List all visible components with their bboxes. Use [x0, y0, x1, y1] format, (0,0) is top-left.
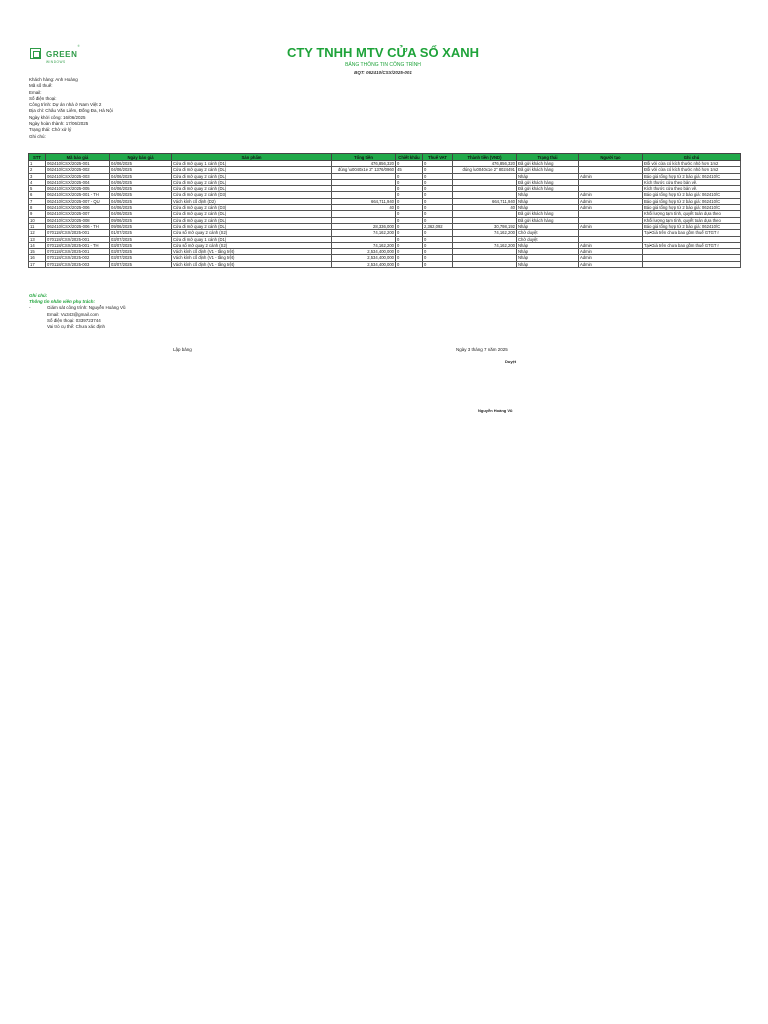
table-cell: 09/06/2025 — [110, 223, 172, 229]
table-cell: Nháp — [517, 192, 579, 198]
table-cell: 0 — [423, 261, 453, 267]
table-cell: 74,162,200 — [453, 230, 517, 236]
table-cell: 0 — [396, 186, 423, 192]
table-row — [29, 261, 741, 267]
staff-email: Email: Vu343@gmail.com — [47, 311, 99, 317]
table-cell: Nháp — [517, 173, 579, 179]
table-cell: Nháp — [517, 242, 579, 248]
table-cell: Báo giá tổng hợp từ 2 báo giá: 062410/C — [643, 173, 741, 179]
table-cell: 070118/CSX/2025-001 — [46, 230, 110, 236]
approved-by-label: Duyệt — [505, 359, 517, 364]
table-cell: 0 — [423, 205, 453, 211]
table-cell: 0 — [423, 217, 453, 223]
table-cell: Tại•Giá trên chưa bao gồm thuế GTGT r — [643, 242, 741, 248]
table-cell: 03/07/2025 — [110, 242, 172, 248]
table-cell: Cửa đi mở quay 2 cánh (D3) — [172, 205, 332, 211]
table-cell: Đã gửi khách hàng — [517, 186, 579, 192]
notes-title: Ghi chú: — [29, 293, 48, 298]
table-cell: 0 — [396, 205, 423, 211]
table-cell: 7 — [29, 198, 46, 204]
table-cell: Nháp — [517, 255, 579, 261]
table-cell: 0 — [423, 192, 453, 198]
table-cell: 476,856,320 — [332, 161, 396, 167]
table-cell: Khối lượng tạm tính, quyết toán dựa theo — [643, 217, 741, 223]
table-cell: 0 — [423, 230, 453, 236]
table-cell: Vách kính cố định (V1 - tầng trệt) — [172, 261, 332, 267]
table-cell: Admin — [579, 198, 643, 204]
column-header: Người tạo — [579, 154, 643, 161]
table-cell: Báo giá tổng hợp từ 2 báo giá: 062410/C — [643, 192, 741, 198]
table-cell: 0 — [423, 179, 453, 185]
table-cell: Nháp — [517, 205, 579, 211]
table-cell: Cửa đi mở quay 1 cánh (D1) — [172, 161, 332, 167]
table-cell: 062410/CSX/2025-007 — [46, 211, 110, 217]
table-cell: 04/06/2025 — [110, 173, 172, 179]
table-cell: 13 — [29, 236, 46, 242]
table-cell: 062410/CSX/2025-006 — [46, 205, 110, 211]
table-cell: 0 — [396, 179, 423, 185]
table-cell: 4 — [29, 179, 46, 185]
table-cell: 45 — [396, 167, 423, 173]
table-cell: Cửa đi mở quay 2 cánh (DL) — [172, 217, 332, 223]
table-cell: đúng \u0040x1e 2" 1376/0960 — [332, 167, 396, 173]
logo-registered-mark: ® — [77, 44, 80, 48]
staff-phone: Số điện thoại: 0339723744 — [47, 317, 101, 323]
staff-role: Vai trò cụ thể: Chưa xác định — [47, 324, 105, 330]
table-cell: 070118/CSX/2025-002 — [46, 255, 110, 261]
table-cell: 30,798,192 — [453, 223, 517, 229]
table-cell: 14 — [29, 242, 46, 248]
info-phone: Số điện thoại: — [29, 95, 57, 101]
table-cell: 5 — [29, 186, 46, 192]
table-cell: Chờ duyệt — [517, 236, 579, 242]
project-info — [29, 77, 113, 140]
info-tax-code: Mã số thuế: — [29, 83, 53, 89]
table-cell: 17 — [29, 261, 46, 267]
table-cell: 2 — [29, 167, 46, 173]
info-end-date: Ngày hoàn thành: 17/06/2025 — [29, 121, 89, 127]
table-cell: 0 — [396, 198, 423, 204]
table-cell: 6 — [29, 192, 46, 198]
table-cell: 1 — [29, 161, 46, 167]
table-cell: 28,336,000 — [332, 223, 396, 229]
table-cell: 062410/CSX/2025-008 — [46, 217, 110, 223]
column-header: Ngày báo giá — [110, 154, 172, 161]
table-cell: 8 — [29, 205, 46, 211]
table-cell — [453, 261, 517, 267]
table-cell: 070118/CSX/2025-001 — [46, 236, 110, 242]
table-cell: 062410/CSX/2025-004 — [46, 179, 110, 185]
table-cell: 0 — [396, 255, 423, 261]
company-name: CTY TNHH MTV CỬA SỔ XANH — [286, 45, 480, 60]
table-cell — [643, 261, 741, 267]
table-cell: Vách kính cố định (V1 - tầng trệt) — [172, 255, 332, 261]
company-logo — [30, 45, 80, 64]
column-header: STT — [29, 154, 46, 161]
table-cell: 2,534,400,000 — [332, 255, 396, 261]
table-cell: Báo giá tổng hợp từ 2 báo giá: 062410/C — [643, 223, 741, 229]
table-cell: 2,534,400,000 — [332, 249, 396, 255]
table-cell: Admin — [579, 173, 643, 179]
table-cell: Cửa đi mở quay 2 cánh (DL) — [172, 211, 332, 217]
table-cell: Cửa sổ mở quay 2 cánh (S2) — [172, 230, 332, 236]
table-cell: 04/06/2025 — [110, 192, 172, 198]
info-status: Trạng thái: Chờ xử lý — [29, 127, 72, 133]
table-cell: 40 — [453, 205, 517, 211]
table-cell: 070118/CSX/2025-003 — [46, 261, 110, 267]
table-cell: 0 — [396, 211, 423, 217]
table-cell: 04/06/2025 — [110, 167, 172, 173]
table-cell: 062410/CSX/2025-006 - TH — [46, 223, 110, 229]
signer-name: Nguyễn Hoàng Vũ — [478, 408, 513, 413]
document-subtitle: BẢNG THÔNG TIN CÔNG TRÌNH — [345, 62, 421, 68]
prepared-by-label: Lập bảng — [173, 347, 192, 352]
table-cell: 16 — [29, 255, 46, 261]
table-cell: Cửa đi mở quay 2 cánh (DL) — [172, 223, 332, 229]
table-header-row — [29, 154, 741, 161]
table-cell: Admin — [579, 261, 643, 267]
table-cell: 03/07/2025 — [110, 255, 172, 261]
table-cell: 01/07/2025 — [110, 230, 172, 236]
table-cell: 2,534,400,000 — [332, 261, 396, 267]
table-cell: 0 — [396, 217, 423, 223]
table-cell: 0 — [396, 236, 423, 242]
table-body — [29, 161, 741, 268]
table-cell: 070118/CSX/2025-001 — [46, 249, 110, 255]
table-cell: 0 — [396, 230, 423, 236]
table-cell: Admin — [579, 242, 643, 248]
table-cell: Admin — [579, 205, 643, 211]
table-cell: 11 — [29, 223, 46, 229]
table-cell: 40 — [332, 205, 396, 211]
info-address: Địa chỉ: Châu Văn Liêm, Đống Đa, Hà Nội — [29, 108, 113, 114]
notes-section — [29, 293, 126, 330]
logo-name: GREEN — [46, 50, 78, 59]
table-cell: Đối với cửa có kích thước nhỏ hơn 1m2 — [643, 167, 741, 173]
signature-date: Ngày 3 tháng 7 năm 2025 — [456, 347, 508, 352]
column-header: Tổng tiền — [332, 154, 396, 161]
table-cell: 062410/CSX/2025-002 — [46, 167, 110, 173]
table-cell: 0 — [396, 261, 423, 267]
table-cell: 0 — [423, 186, 453, 192]
table-cell: 15 — [29, 249, 46, 255]
table-cell: Nháp — [517, 249, 579, 255]
table-cell: Nháp — [517, 198, 579, 204]
table-cell: 070118/CSX/2025-001 - TH — [46, 242, 110, 248]
table-cell: 0 — [396, 223, 423, 229]
table-cell: 0 — [423, 255, 453, 261]
table-cell: 0 — [423, 167, 453, 173]
quotes-table — [28, 153, 741, 268]
table-cell: Nháp — [517, 223, 579, 229]
table-cell: Cửa đi mở quay 2 cánh (D3) — [172, 192, 332, 198]
table-cell: Chờ duyệt — [517, 230, 579, 236]
logo-subtext: WINDOWS — [46, 60, 66, 64]
column-header: Thành tiền (VND) — [453, 154, 517, 161]
table-cell: 04/06/2025 — [110, 161, 172, 167]
table-cell: 03/07/2025 — [110, 249, 172, 255]
table-cell: 664,711,940 — [332, 198, 396, 204]
table-cell: 062410/CSX/2025-001 - TH — [46, 192, 110, 198]
table-cell: Đã gửi khách hàng — [517, 167, 579, 173]
table-cell: Đối với cửa có kích thước nhỏ hơn 1m2 — [643, 161, 741, 167]
column-header: Chiết khấu — [396, 154, 423, 161]
table-cell: 10 — [29, 217, 46, 223]
table-cell: 09/06/2025 — [110, 217, 172, 223]
info-note: Ghi chú: — [29, 133, 46, 139]
table-cell: Đã gửi khách hàng — [517, 217, 579, 223]
table-cell: 0 — [396, 192, 423, 198]
table-cell: 062410/CSX/2025-005 — [46, 186, 110, 192]
document-code: BQT: 062410/CSX/2025-001 — [354, 70, 412, 75]
table-cell: 04/06/2025 — [110, 198, 172, 204]
table-cell: 062410/CSX/2025-001 — [46, 161, 110, 167]
table-cell: Đã gửi khách hàng — [517, 211, 579, 217]
table-cell: 12 — [29, 230, 46, 236]
table-cell: 0 — [423, 242, 453, 248]
list-dash: - — [29, 305, 31, 311]
logo-icon — [30, 48, 43, 61]
table-cell: Kích thước cửa theo bản vẽ. — [643, 186, 741, 192]
table-cell: 03/07/2025 — [110, 261, 172, 267]
column-header: Sản phẩm — [172, 154, 332, 161]
table-cell: 0 — [396, 173, 423, 179]
table-cell: Khối lượng tạm tính, quyết toán dựa theo — [643, 211, 741, 217]
table-cell: Nháp — [517, 261, 579, 267]
table-cell: 9 — [29, 211, 46, 217]
table-cell: Cửa đi mở quay 2 cánh (DL) — [172, 179, 332, 185]
table-cell: 3 — [29, 173, 46, 179]
column-header: Mã báo giá — [46, 154, 110, 161]
table-cell: 0 — [423, 161, 453, 167]
info-customer: Khách hàng: Anh Hoàng — [29, 77, 78, 82]
table-cell: 74,162,200 — [453, 242, 517, 248]
table-cell: 664,711,940 — [453, 198, 517, 204]
table-cell: 0 — [423, 198, 453, 204]
table-cell: Cửa đi mở quay 2 cánh (DL) — [172, 186, 332, 192]
table-cell: Admin — [579, 192, 643, 198]
table-cell: Cửa đi mở quay 2 cánh (DL) — [172, 173, 332, 179]
table-cell: Vách kính cố định (D2) — [172, 198, 332, 204]
staff-supervisor: Giám sát công trình: Nguyễn Hoàng Vũ — [47, 305, 126, 311]
table-cell: 74,162,200 — [332, 230, 396, 236]
table-cell: 03/07/2025 — [110, 236, 172, 242]
table-cell: 0 — [423, 173, 453, 179]
table-cell: Cửa đi mở quay 1 cánh (D1) — [172, 236, 332, 242]
table-cell: 74,162,200 — [332, 242, 396, 248]
table-cell: 0 — [423, 236, 453, 242]
table-cell: Đã gửi khách hàng — [517, 179, 579, 185]
table-cell: 0 — [396, 249, 423, 255]
column-header: Ghi chú — [643, 154, 741, 161]
table-cell: 2,362,092 — [423, 223, 453, 229]
column-header: Trạng thái — [517, 154, 579, 161]
info-email: Email: — [29, 89, 42, 95]
table-cell: 476,856,320 — [453, 161, 517, 167]
table-cell: Tại•Giá trên chưa bao gồm thuế GTGT r — [643, 230, 741, 236]
table-cell: 0 — [396, 242, 423, 248]
table-cell: 0 — [423, 249, 453, 255]
table-cell: 04/06/2025 — [110, 186, 172, 192]
table-cell: Kích thước cửa theo bản vẽ. — [643, 179, 741, 185]
table-cell: Báo giá tổng hợp từ 2 báo giá: 062410/C — [643, 205, 741, 211]
table-cell: 062410/CSX/2025-007 - QU — [46, 198, 110, 204]
column-header: Thuế VAT — [423, 154, 453, 161]
table-cell: Admin — [579, 255, 643, 261]
table-cell: 04/06/2025 — [110, 211, 172, 217]
table-cell: 0 — [423, 211, 453, 217]
table-cell: Admin — [579, 223, 643, 229]
table-cell: Admin — [579, 249, 643, 255]
table-cell: 062410/CSX/2025-003 — [46, 173, 110, 179]
table-cell: 0 — [396, 161, 423, 167]
info-project: Công trình: Dự án nhà ở Nam Việt 2 — [29, 102, 102, 108]
table-cell: 04/06/2025 — [110, 179, 172, 185]
table-cell: đúng \u0040x1e 2" 8024491 — [453, 167, 517, 173]
table-cell: Báo giá tổng hợp từ 2 báo giá: 062410/C — [643, 198, 741, 204]
table-cell: Cửa đi mở quay 2 cánh (DL) — [172, 167, 332, 173]
table-cell: Đã gửi khách hàng — [517, 161, 579, 167]
info-start-date: Ngày khởi công: 16/06/2025 — [29, 114, 86, 120]
table-cell: Cửa sổ mở quay 2 cánh (S2) — [172, 242, 332, 248]
table-cell: Vách kính cố định (V1 - tầng trệt) — [172, 249, 332, 255]
staff-info-title: Thông tin nhân viên phụ trách: — [29, 299, 95, 305]
table-cell: 04/06/2025 — [110, 205, 172, 211]
